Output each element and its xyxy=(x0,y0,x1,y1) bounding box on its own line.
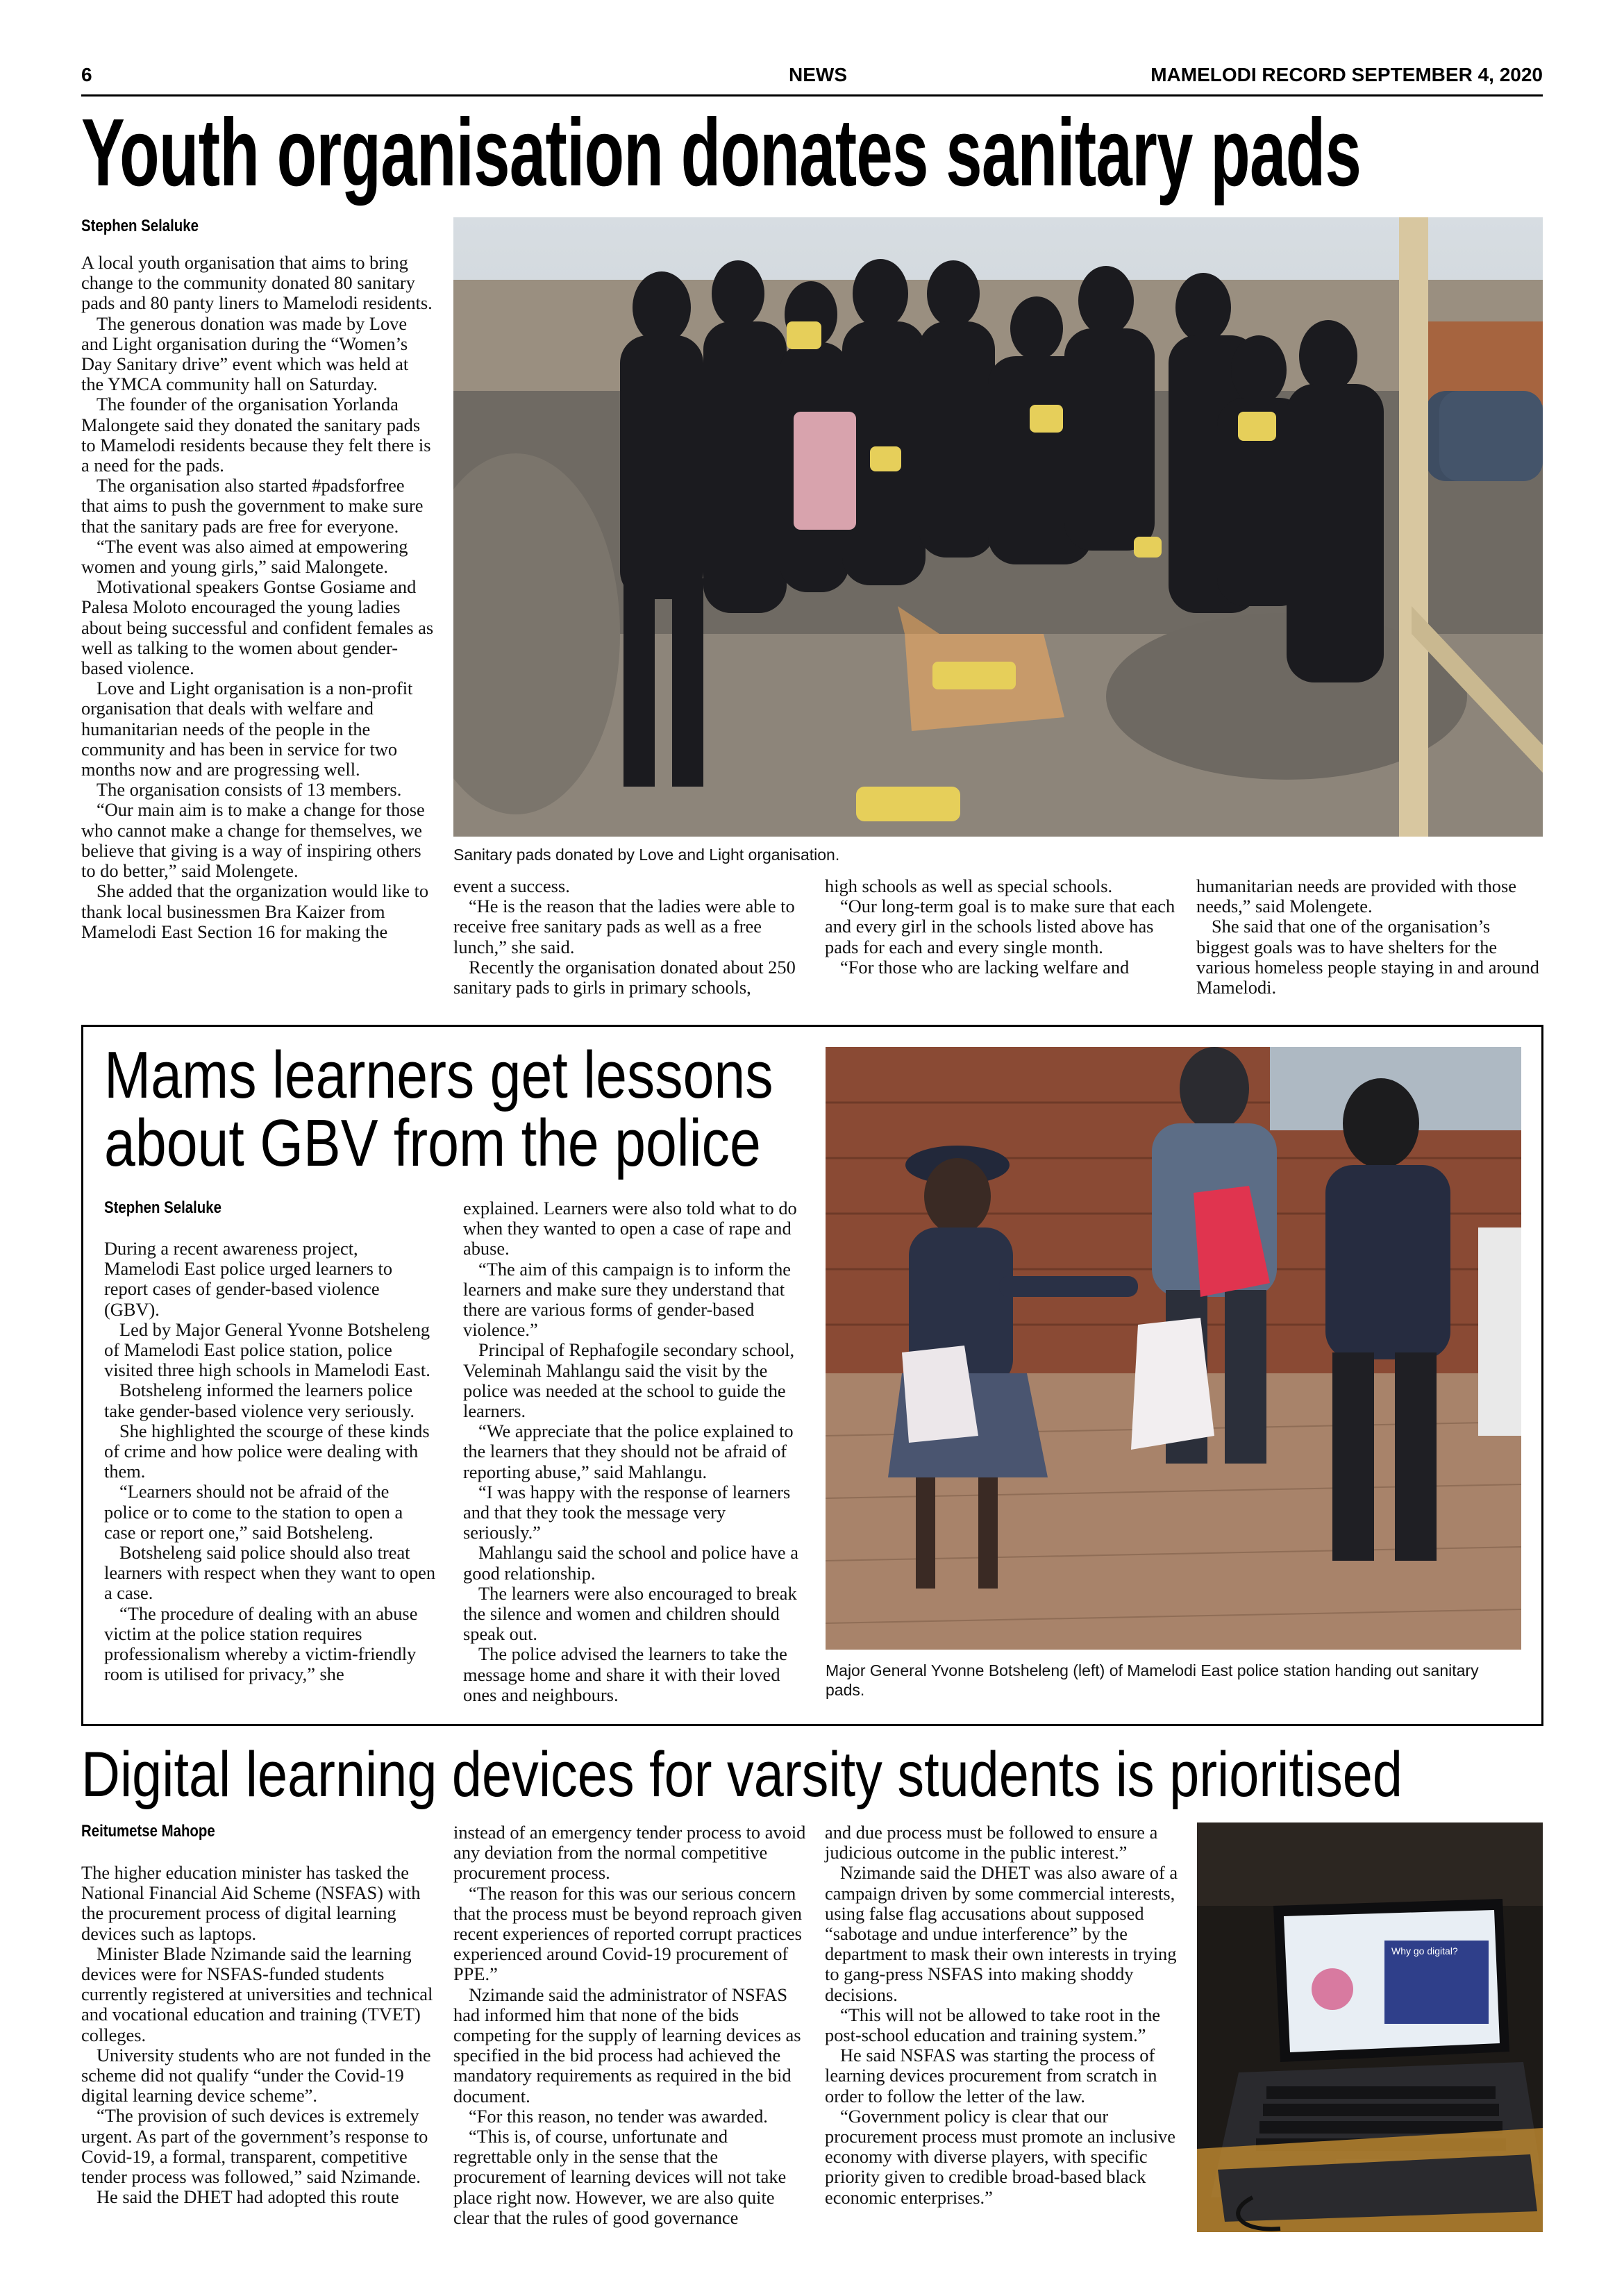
story2-photo-caption: Major General Yvonne Botsheleng (left) of Mamelodi East police station handing out sanitary pads. xyxy=(826,1661,1479,1699)
paragraph: The organisation consists of 13 members. xyxy=(97,779,402,801)
paragraph: The generous donation was made by Love and Light organisation during the “Women’s Day Sanitary drive” event which was held at the YMCA community hall on Saturday. xyxy=(81,312,409,395)
paragraph: instead of an emergency tender process to avoid any deviation from the normal competitive procurement process. xyxy=(453,1822,806,1884)
paragraph: “The aim of this campaign is to inform the learners and make sure they understand that there are various forms of gender-based violence.” xyxy=(463,1258,791,1341)
story1-headline: Youth organisation donates sanitary pads xyxy=(81,99,1362,206)
paragraph: The founder of the organisation Yorlanda Malongete said they donated the sanitary pads to Mamelodi residents because they felt there is a need for the pads. xyxy=(81,394,431,476)
paragraph: The learners were also encouraged to break the silence and women and children should speak out. xyxy=(463,1582,797,1645)
story3-byline: Reitumetse Mahope xyxy=(81,1822,215,1841)
story2-headline-line-1: Mams learners get lessons xyxy=(104,1038,773,1112)
paragraph: The police advised the learners to take the message home and share it with their loved ones and neighbours. xyxy=(463,1643,787,1705)
laptop-screen-heading: Why go digital? xyxy=(1391,1945,1458,1956)
story1-column-2 xyxy=(453,876,807,998)
paragraph: “I was happy with the response of learners and that they took the message very seriously.” xyxy=(463,1481,791,1543)
story1-column-3 xyxy=(825,876,1179,978)
masthead-date: MAMELODI RECORD SEPTEMBER 4, 2020 xyxy=(1150,64,1543,85)
story1-column-1 xyxy=(81,253,435,942)
paragraph: “For this reason, no tender was awarded. xyxy=(469,2105,768,2127)
paragraph: University students who are not funded in the scheme did not qualify “under the Covid-19 digital learning device scheme”. xyxy=(81,2044,431,2106)
paragraph: He said the DHET had adopted this route xyxy=(97,2186,399,2208)
paragraph: Led by Major General Yvonne Botsheleng of Mamelodi East police station, police visited three high schools in Mamelodi East. xyxy=(104,1318,430,1381)
story3-column-2 xyxy=(453,1822,807,2228)
paragraph: Nzimande said the DHET was also aware of a campaign driven by some commercial interests, using false flag accusations about supposed “sabotage and undue interference” by the department to mask their own interests in trying to gang-press NSFAS into making shoddy decisions. xyxy=(825,1862,1178,2005)
story1-column-4 xyxy=(1196,876,1543,998)
paragraph: During a recent awareness project, Mamelodi East police urged learners to report cases of gender-based violence (GBV). xyxy=(104,1238,393,1320)
story1-byline: Stephen Selaluke xyxy=(81,217,199,235)
paragraph: She said that one of the organisation’s biggest goals was to have shelters for the various homeless people staying in and around Mamelodi. xyxy=(1196,916,1539,998)
story3-column-3 xyxy=(825,1822,1179,2208)
paragraph: A local youth organisation that aims to bring change to the community donated 80 sanitary pads and 80 panty liners to Mamelodi residents. xyxy=(81,252,433,314)
paragraph: “Learners should not be afraid of the police or to come to the station to open a case or report one,” said Botsheleng. xyxy=(104,1481,403,1543)
story3-column-1 xyxy=(81,1863,435,2207)
paragraph: “Government policy is clear that our procurement process must promote an inclusive economy with diverse players, with specific priority given to credible broad-based black economic enterprises.” xyxy=(825,2105,1175,2208)
story2-byline: Stephen Selaluke xyxy=(104,1198,221,1217)
paragraph: He said NSFAS was starting the process of learning devices procurement from scratch in order to follow the letter of the law. xyxy=(825,2045,1157,2106)
paragraph: and due process must be followed to ensure a judicious outcome in the public interest.” xyxy=(825,1822,1158,1863)
folio-rule xyxy=(81,94,1543,97)
paragraph: Love and Light organisation is a non-profit organisation that deals with welfare and humanitarian needs of the people in the community and has been in service for two months now and are progressing well. xyxy=(81,678,413,780)
paragraph: Mahlangu said the school and police have a good relationship. xyxy=(463,1542,798,1584)
paragraph: The organisation also started #padsforfree that aims to push the government to make sure that the sanitary pads are free for everyone. xyxy=(81,475,424,537)
paragraph: “This is, of course, unfortunate and regrettable only in the sense that the procurement of learning devices will not take place right now. However, we are also quite clear that the rules of good governance xyxy=(453,2126,787,2228)
paragraph: “For those who are lacking welfare and xyxy=(840,956,1130,978)
paragraph: “He is the reason that the ladies were able to receive free sanitary pads as well as a free lunch,” she said. xyxy=(453,896,795,957)
story2-photo-police-handing-pads xyxy=(826,1047,1521,1650)
section-label: NEWS xyxy=(789,64,847,85)
paragraph: “The reason for this was our serious concern that the process must be beyond reproach given recent experiences of reported corrupt practices experienced around Covid-19 procurement of PPE.” xyxy=(453,1882,803,1985)
paragraph: high schools as well as special schools. xyxy=(825,875,1113,896)
paragraph: explained. Learners were also told what to do when they wanted to open a case of rape and abuse. xyxy=(463,1198,797,1259)
paragraph: Recently the organisation donated about 250 sanitary pads to girls in primary schools, xyxy=(453,956,796,998)
paragraph: Nzimande said the administrator of NSFAS had informed him that none of the bids competing for the supply of learning devices as specified in the bid process had achieved the mandatory requirements as required in the bid document. xyxy=(453,1984,801,2106)
story3-headline: Digital learning devices for varsity students is prioritised xyxy=(81,1739,1403,1810)
paragraph: event a success. xyxy=(453,875,570,896)
story1-photo-group-with-pads xyxy=(453,217,1543,837)
paragraph: Botsheleng informed the learners police take gender-based violence very seriously. xyxy=(104,1380,415,1421)
paragraph: “This will not be allowed to take root in the post-school education and training system.” xyxy=(825,2004,1160,2046)
paragraph: Minister Blade Nzimande said the learning devices were for NSFAS-funded students currently registered at universities and technical and vocational education and training (TVET) colleges. xyxy=(81,1943,433,2045)
paragraph: The higher education minister has tasked the National Financial Aid Scheme (NSFAS) with the procurement process of digital learning devices such as laptops. xyxy=(81,1862,421,1944)
paragraph: “We appreciate that the police explained to the learners that they should not be afraid of reporting abuse,” said Mahlangu. xyxy=(463,1421,794,1482)
paragraph: “The procedure of dealing with an abuse victim at the police station requires professionalism whereby a victim-friendly room is utilised for privacy,” she xyxy=(104,1602,418,1685)
paragraph: humanitarian needs are provided with those needs,” said Molengete. xyxy=(1196,875,1516,917)
paragraph: “Our long-term goal is to make sure that each and every girl in the schools listed above has pads for each and every single month. xyxy=(825,896,1175,957)
paragraph: “Our main aim is to make a change for those who cannot make a change for themselves, we believe that giving is a way of inspiring others to do better,” said Molengete. xyxy=(81,799,425,882)
paragraph: “The provision of such devices is extremely urgent. As part of the government’s response to Covid-19, a formal, transparent, competitive tender process was followed,” said Nzimande. xyxy=(81,2105,428,2188)
story2-headline-line-2: about GBV from the police xyxy=(104,1106,761,1180)
paragraph: “The event was also aimed at empowering women and young girls,” said Malongete. xyxy=(81,535,408,578)
story1-photo-caption: Sanitary pads donated by Love and Light organisation. xyxy=(453,846,840,864)
story2-column-2 xyxy=(463,1198,803,1705)
paragraph: She highlighted the scourge of these kinds of crime and how police were dealing with them. xyxy=(104,1420,430,1482)
story2-column-1 xyxy=(104,1239,437,1684)
paragraph: Principal of Rephafogile secondary school, Veleminah Mahlangu said the visit by the police was needed at the school to guide the learners. xyxy=(463,1339,795,1422)
paragraph: Botsheleng said police should also treat learners with respect when they want to open a case. xyxy=(104,1542,436,1604)
page-number: 6 xyxy=(81,64,92,85)
paragraph: Motivational speakers Gontse Gosiame and Palesa Moloto encouraged the young ladies about being successful and confident females as well as talking to the women about gender-based violence. xyxy=(81,576,434,679)
paragraph: She added that the organization would like to thank local businessmen Bra Kaizer from Mamelodi East Section 16 for making the xyxy=(81,880,429,942)
story3-photo-laptop xyxy=(1197,1822,1543,2232)
